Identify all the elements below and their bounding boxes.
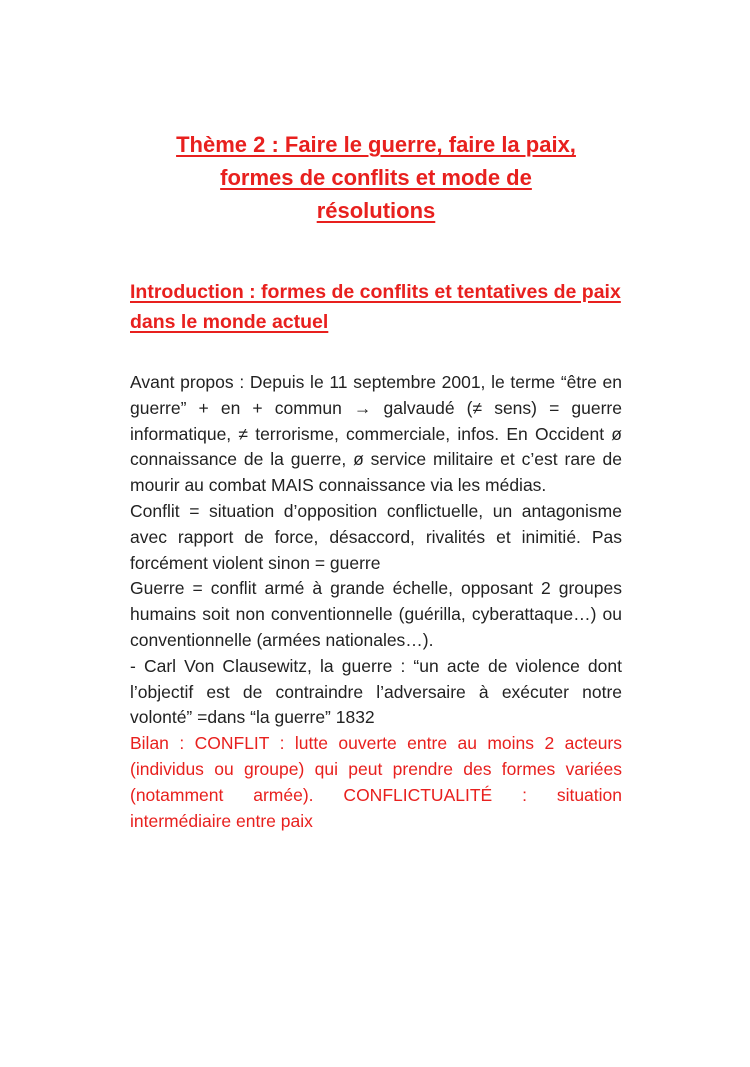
title-line-1: Thème 2 : Faire le guerre, faire la paix,	[176, 132, 576, 157]
document-title	[130, 128, 622, 227]
paragraph-conflit-definition: Conflit = situation d’opposition conflictuelle, un antagonisme avec rapport de force, désaccord, rivalités et inimitié. Pas forcément violent sinon = guerre	[130, 500, 622, 573]
introduction-heading: Introduction : formes de conflits et tentatives de paix dans le monde actuel	[130, 281, 621, 333]
paragraph-avant-propos: Avant propos : Depuis le 11 septembre 2001, le terme “être en guerre” + en + commun → galvaudé (≠ sens) = guerre informatique, ≠ terrorisme, commerciale, infos. En Occident ø connaissance de la guerre, ø service militaire et c’est rare de mourir au combat MAIS connaissance via les médias.	[130, 372, 622, 496]
paragraph-guerre-definition: Guerre = conflit armé à grande échelle, opposant 2 groupes humains soit non conventionnelle (guérilla, cyberattaque…) ou conventionnelle (armées nationales…).	[130, 578, 622, 650]
paragraph-clausewitz-quote: - Carl Von Clausewitz, la guerre : “un acte de violence dont l’objectif est de contraindre l’adversaire à exécuter notre volonté” =dans “la guerre” 1832	[130, 655, 622, 728]
paragraph-bilan: Bilan : CONFLIT : lutte ouverte entre au moins 2 acteurs (individus ou groupe) qui peut prendre des formes variées (notamment armée). CONFLICTUALITÉ : situation intermédiaire entre paix	[130, 733, 622, 831]
document-page	[130, 128, 622, 834]
title-line-3: résolutions	[316, 198, 436, 223]
document-body	[130, 370, 622, 834]
title-line-2: formes de conflits et mode de	[220, 165, 532, 190]
